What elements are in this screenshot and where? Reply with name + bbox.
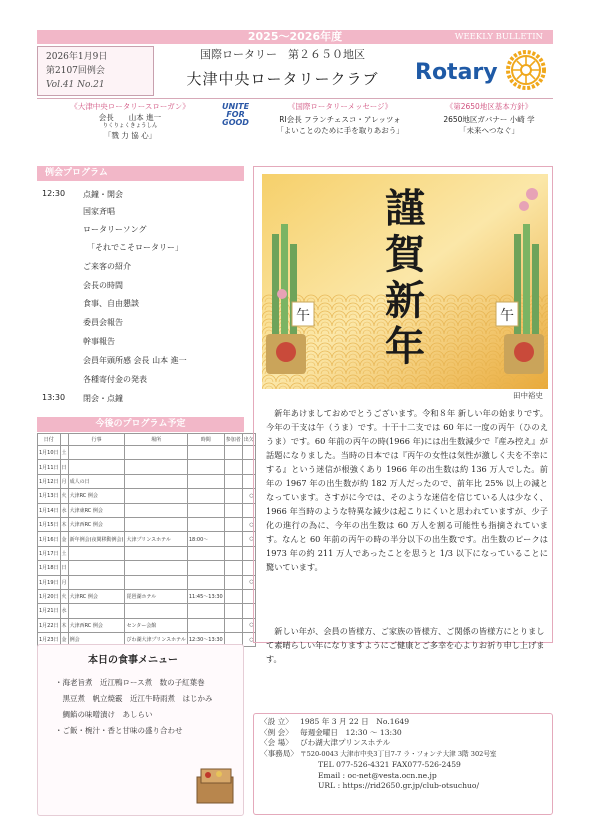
venue-label: 〈会 場〉 [260, 738, 293, 748]
row-event [68, 575, 125, 589]
row-dow: 木 [60, 618, 68, 632]
good-word: GOOD [222, 118, 249, 127]
program-item: 会長の時間 [83, 281, 123, 290]
program-item: 会員年頭所感 会長 山本 進一 [83, 356, 187, 365]
row-attendee [224, 561, 242, 575]
new-year-card-image [262, 174, 548, 389]
menu-title: 本日の食事メニュー [88, 655, 178, 666]
row-place [125, 489, 187, 503]
row-date: 1月13日 [38, 489, 61, 503]
program-item: 委員会報告 [83, 318, 123, 327]
row-event: 成人の日 [68, 474, 125, 488]
schedule-table [37, 433, 256, 647]
schedule-row [38, 460, 256, 474]
row-event [68, 460, 125, 474]
row-event: 大津RC 例会 [68, 489, 125, 503]
row-dow: 月 [60, 474, 68, 488]
row-time [187, 460, 224, 474]
col-attendance: 出欠 [242, 434, 255, 446]
header-band [37, 30, 553, 44]
url-link[interactable]: URL : https://rid2650.gr.jp/club-otsuchuo/ [318, 781, 480, 791]
row-event: 例会 [68, 633, 125, 647]
row-time [187, 618, 224, 632]
schedule-row [38, 517, 256, 531]
row-date: 1月17日 [38, 546, 61, 560]
col-date: 日付 [38, 434, 61, 446]
club-slogan-block [40, 101, 220, 141]
program-item: ロータリーソング [83, 225, 147, 234]
row-time [187, 575, 224, 589]
row-attendee [224, 489, 242, 503]
ri-president: RI会長 フランチェスコ・アレッツォ [279, 115, 401, 124]
program-item: 点鐘・開会 [83, 190, 123, 199]
row-attendee [224, 460, 242, 474]
menu-line: ・ご飯・椀汁・香と甘味の盛り合わせ [55, 726, 183, 735]
row-place [125, 546, 187, 560]
volume-number: Vol.41 No.21 [46, 80, 105, 90]
schedule-heading: 今後のプログラム予定 [37, 417, 244, 432]
weekly-bulletin-label: WEEKLY BULLETIN [454, 32, 543, 42]
row-place: センター会館 [125, 618, 187, 632]
program-item: 幹事報告 [83, 337, 115, 346]
district-name: 国際ロータリー 第２６５０地区 [200, 48, 365, 61]
row-place [125, 517, 187, 531]
row-date: 1月23日 [38, 633, 61, 647]
row-place [125, 575, 187, 589]
col-attendee: 参加者 [224, 434, 242, 446]
row-dow: 水 [60, 604, 68, 618]
row-date: 1月16日 [38, 532, 61, 546]
row-event: 大津東RC 例会 [68, 503, 125, 517]
office-label: 〈事務局〉 [260, 749, 298, 759]
schedule-row [38, 446, 256, 460]
ri-message-heading: 《国際ロータリーメッセージ》 [287, 102, 393, 111]
district-policy-block [425, 101, 553, 136]
email-link[interactable]: Email : oc-net@vesta.ocn.ne.jp [318, 770, 437, 780]
col-place: 場所 [125, 434, 187, 446]
schedule-section [37, 417, 244, 432]
program-closing: 閉会・点鐘 [83, 394, 123, 403]
row-attendee [224, 618, 242, 632]
row-event [68, 446, 125, 460]
district-policy-heading: 《第2650地区基本方針》 [445, 102, 533, 111]
ri-message: 「よいことのために手を取りあおう」 [276, 126, 404, 135]
row-event: 大津RC 例会 [68, 589, 125, 603]
svg-text:午: 午 [296, 308, 310, 324]
card-greeting-text: 謹賀新年 [385, 185, 425, 370]
schedule-row [38, 589, 256, 603]
row-place [125, 474, 187, 488]
col-event: 行事 [68, 434, 125, 446]
meeting-label: 〈例 会〉 [260, 727, 293, 737]
row-dow: 木 [60, 517, 68, 531]
district-message: 「未来へつなぐ」 [459, 126, 519, 135]
program-item: ご来客の紹介 [83, 262, 131, 271]
row-time [187, 474, 224, 488]
row-attendee [224, 517, 242, 531]
schedule-row [38, 503, 256, 517]
row-attendee [224, 503, 242, 517]
row-attendee [224, 532, 242, 546]
greeting-paragraph-2: 新しい年が、会員の皆様方、ご家族の皆様方、ご関係の皆様方にとりまして素晴らしい年になりますようにご健康とご多幸を心よりお祈り申し上げます。 [266, 626, 545, 664]
schedule-header-row [38, 434, 256, 446]
year-title: 2025～2026年度 [247, 30, 343, 43]
row-time [187, 446, 224, 460]
row-dow: 金 [60, 532, 68, 546]
rotary-logo-text: Rotary [415, 60, 498, 85]
club-name: 大津中央ロータリークラブ [186, 70, 379, 88]
program-item: 各種寄付金の発表 [83, 375, 147, 384]
row-time [187, 517, 224, 531]
meeting-value: 毎週金曜日 12:30 ～ 13:30 [300, 727, 402, 737]
ri-message-block [265, 101, 415, 136]
row-date: 1月11日 [38, 460, 61, 474]
row-attendee [224, 575, 242, 589]
row-mark: ○ [242, 517, 255, 531]
program-start-time: 12:30 [42, 189, 66, 198]
row-time [187, 561, 224, 575]
row-dow: 土 [60, 546, 68, 560]
row-dow: 金 [60, 633, 68, 647]
greeting-paragraph-1: 新年あけましておめでとうございます。令和８年 新しい年の始まりです。今年の干支は午（うま）です。十干十二支では 60 年に一度の丙午（ひのえうま）です。60 年前の丙午の時(1966 年)には出生数減少で『産み控え』が話題になりました。当時の日本では『丙午の女性は気性が激しく夫を不幸にする』という迷信が根強くあり 1966 年の出生数は約 136 万人でした。前年の 1967 年の出生数が約 182 万人だったので、前年比 25% 以上の減となっています。さすがに今では、そのような迷信を信じている人は少なく、1966 年当時のような特異な減少は起こりにくいと思われていますが、少子化の進行の為に、今年の出生数は 60 万人を割る可能性も指摘されています。なんと 60 年前の丙午の時の半分以下の出生数です。出生数のピークは 1973 年の約 211 万人であったことを思うと 1/3 以下になっていることに驚いています。 [266, 408, 548, 572]
row-place [125, 561, 187, 575]
for-word: FOR [226, 110, 245, 119]
row-time [187, 546, 224, 560]
menu-line: 黒豆煮 帆立焼霰 近江牛時雨煮 はじかみ [55, 694, 213, 703]
row-event: 大津西RC 例会 [68, 517, 125, 531]
row-mark: ○ [242, 532, 255, 546]
office-value: 〒520-0043 大津市中央3丁目7-7 ラ・フォンテ大津 3階 302号室 [300, 750, 497, 759]
district-governor: 2650地区ガバナー 小崎 学 [443, 115, 535, 124]
row-time [187, 489, 224, 503]
row-mark: ○ [242, 618, 255, 632]
schedule-row [38, 489, 256, 503]
svg-text:午: 午 [500, 308, 514, 324]
row-mark: ○ [242, 633, 255, 647]
meeting-number: 第2107回例会 [46, 66, 105, 76]
schedule-row [38, 561, 256, 575]
row-date: 1月20日 [38, 589, 61, 603]
established-label: 〈設 立〉 [260, 717, 293, 726]
schedule-row [38, 546, 256, 560]
row-dow: 日 [60, 561, 68, 575]
schedule-row [38, 618, 256, 632]
row-dow: 火 [60, 589, 68, 603]
row-mark: ○ [242, 575, 255, 589]
schedule-row [38, 575, 256, 589]
row-dow: 日 [60, 460, 68, 474]
row-dow: 月 [60, 575, 68, 589]
club-title-block [165, 44, 400, 89]
row-event: 新年例会(夜間移動例会) [68, 532, 125, 546]
header-divider [37, 98, 553, 99]
row-time: 11:45～13:30 [187, 589, 224, 603]
row-time [187, 503, 224, 517]
row-time [187, 604, 224, 618]
menu-line: 鯛餡の味噌漬け あしらい [55, 710, 153, 719]
program-item: 食事、自由懇談 [83, 299, 139, 308]
club-info-box [253, 713, 553, 815]
row-date: 1月14日 [38, 503, 61, 517]
program-item: 「それでこそロータリー」 [87, 243, 183, 252]
program-heading: 例会プログラム [37, 166, 244, 181]
row-date: 1月22日 [38, 618, 61, 632]
program-section [37, 166, 244, 181]
row-attendee [224, 446, 242, 460]
row-place: びわ湖大津プリンスホテル [125, 633, 187, 647]
meeting-info-box [37, 46, 154, 96]
menu-box [37, 644, 244, 816]
row-attendee [224, 474, 242, 488]
row-place: 琵琶湖ホテル [125, 589, 187, 603]
meeting-date: 2026年1月9日 [46, 52, 108, 62]
row-dow: 火 [60, 489, 68, 503]
row-mark: ○ [242, 489, 255, 503]
row-event [68, 604, 125, 618]
slogan-ruby: りくりょくきょうしん [102, 123, 158, 129]
row-place [125, 446, 187, 460]
club-president: 会長 山本 進一 [98, 113, 162, 122]
card-caption: 田中裕史 [513, 391, 543, 400]
row-date: 1月18日 [38, 561, 61, 575]
program-item: 国家斉唱 [83, 207, 115, 216]
row-date: 1月10日 [38, 446, 61, 460]
col-time: 時間 [187, 434, 224, 446]
schedule-row [38, 604, 256, 618]
club-slogan-heading: 《大津中央ロータリースローガン》 [70, 102, 190, 111]
schedule-row [38, 474, 256, 488]
row-event [68, 561, 125, 575]
row-attendee [224, 546, 242, 560]
row-event [68, 546, 125, 560]
row-place [125, 604, 187, 618]
row-time: 18:00～ [187, 532, 224, 546]
row-dow: 土 [60, 446, 68, 460]
row-place [125, 460, 187, 474]
row-place: 大津プリンスホテル [125, 532, 187, 546]
program-end-time: 13:30 [42, 393, 66, 402]
row-attendee [224, 589, 242, 603]
row-event: 大津西RC 例会 [68, 618, 125, 632]
row-date: 1月15日 [38, 517, 61, 531]
venue-value: びわ湖大津プリンスホテル [300, 738, 391, 748]
unite-word: UNITE [222, 102, 250, 111]
bento-box-icon [193, 763, 239, 809]
row-dow: 水 [60, 503, 68, 517]
rotary-wheel-icon [505, 49, 547, 91]
club-slogan: 「戮 力 協 心」 [103, 131, 157, 140]
schedule-row [38, 532, 256, 546]
unite-for-good-logo [222, 103, 249, 127]
established-value: 1985 年 3 月 22 日 No.1649 [300, 717, 410, 726]
menu-line: ・海老旨煮 近江鴨ロース煮 数の子紅葉巻 [55, 678, 205, 687]
row-attendee [224, 604, 242, 618]
row-place [125, 503, 187, 517]
row-date: 1月12日 [38, 474, 61, 488]
row-date: 1月21日 [38, 604, 61, 618]
tel-fax: TEL 077-526-4321 FAX077-526-2459 [318, 759, 461, 769]
row-date: 1月19日 [38, 575, 61, 589]
row-time: 12:30～13:30 [187, 633, 224, 647]
col-dow [60, 434, 68, 446]
